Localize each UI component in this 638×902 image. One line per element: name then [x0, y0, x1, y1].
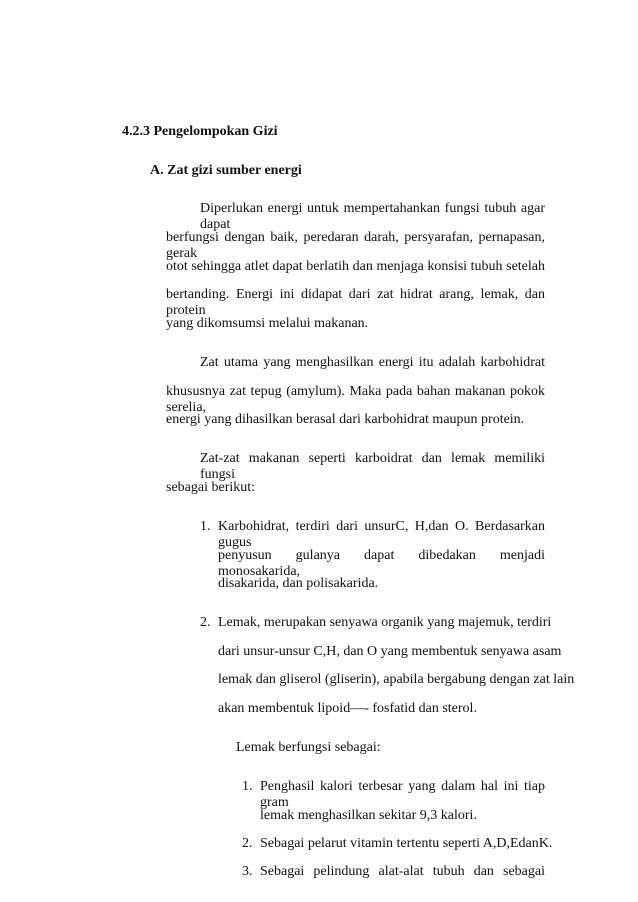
paragraph-line: Zat utama yang menghasilkan energi itu adalah karbohidrat [200, 355, 545, 370]
paragraph-line: energi yang dihasilkan berasal dari karbohidrat maupun protein. [166, 412, 525, 427]
list-item-line: Lemak, merupakan senyawa organik yang majemuk, terdiri [218, 615, 552, 630]
paragraph-line: yang dikomsumsi melalui makanan. [166, 316, 369, 331]
paragraph-line: Diperlukan energi untuk mempertahankan fungsi tubuh agar dapat [200, 201, 545, 232]
paragraph-line: bertanding. Energi ini didapat dari zat hidrat arang, lemak, dan protein [166, 287, 545, 318]
paragraph-line: otot sehingga atlet dapat berlatih dan menjaga konsisi tubuh setelah [166, 259, 545, 274]
paragraph-line: Zat-zat makanan seperti karboidrat dan lemak memiliki fungsi [200, 451, 545, 482]
list-number: 1. [200, 519, 211, 534]
list-item-line: Sebagai pelarut vitamin tertentu seperti A,D,EdanK. [260, 836, 553, 851]
section-heading: 4.2.3 Pengelompokan Gizi [122, 124, 278, 139]
list-item-line: lemak dan gliserol (gliserin), apabila bergabung dengan zat lain [218, 672, 575, 687]
list-item-line: dari unsur-unsur C,H, dan O yang membentuk senyawa asam [218, 644, 562, 659]
fat-functions-intro: Lemak berfungsi sebagai: [236, 740, 381, 755]
subsection-heading: A. Zat gizi sumber energi [150, 163, 302, 178]
list-item-line: Karbohidrat, terdiri dari unsurC, H,dan O. Berdasarkan gugus [218, 519, 545, 550]
list-item-line: Sebagai pelindung alat-alat tubuh dan sebagai [260, 864, 545, 879]
list-item-line: disakarida, dan polisakarida. [218, 576, 379, 591]
list-number: 3. [242, 864, 253, 879]
list-number: 2. [200, 615, 211, 630]
list-item-line: penyusun gulanya dapat dibedakan menjadi monosakarida, [218, 548, 545, 579]
list-number: 2. [242, 836, 253, 851]
list-item-line: akan membentuk lipoid—- fosfatid dan sterol. [218, 701, 477, 716]
list-item-line: Penghasil kalori terbesar yang dalam hal ini tiap gram [260, 779, 545, 810]
list-number: 1. [242, 779, 253, 794]
list-item-line: lemak menghasilkan sekitar 9,3 kalori. [260, 808, 477, 823]
paragraph-line: berfungsi dengan baik, peredaran darah, persyarafan, pernapasan, gerak [166, 230, 545, 261]
paragraph-line: khususnya zat tepug (amylum). Maka pada bahan makanan pokok serelia, [166, 384, 545, 415]
paragraph-line: sebagai berikut: [166, 480, 256, 495]
